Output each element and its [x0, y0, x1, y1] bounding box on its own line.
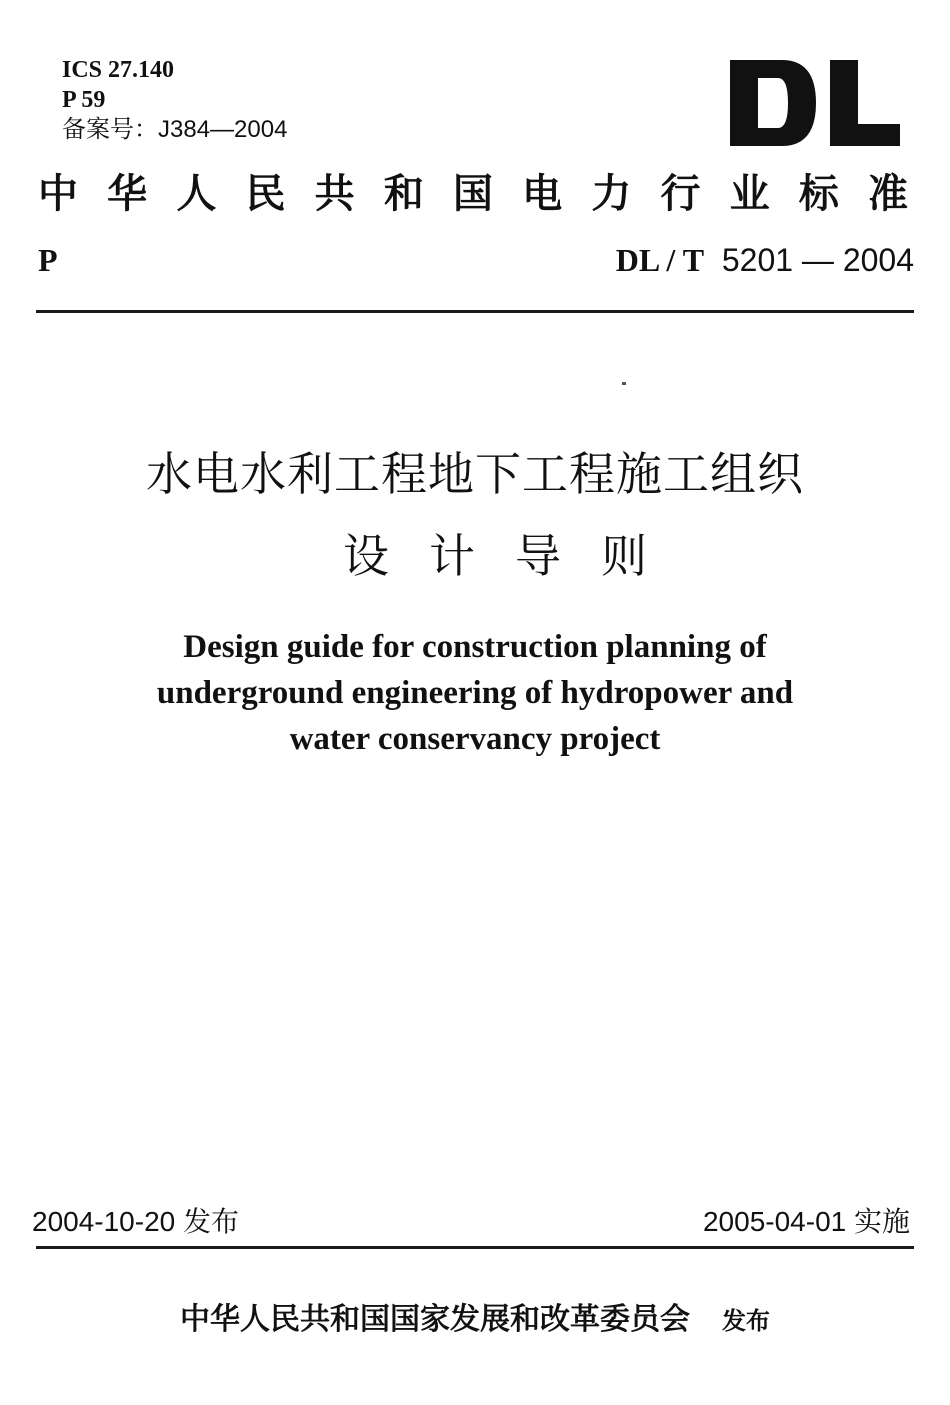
chinese-title-line-1: 水电水利工程地下工程施工组织: [146, 447, 804, 501]
logo-letter-l: [830, 60, 900, 146]
standard-prefix: DL / T: [615, 242, 705, 278]
print-speck: [622, 382, 626, 385]
logo-letter-d: [730, 60, 816, 146]
publisher-organization: 中华人民共和国国家发展和改革委员会: [180, 1302, 690, 1337]
ccs-code: P 59: [62, 87, 106, 113]
publisher-action: 发布: [722, 1306, 770, 1335]
english-title-line-1: Design guide for construction planning of: [183, 629, 767, 665]
chinese-title-line-2: 设计导则: [343, 529, 687, 583]
record-number: 备案号：J384—2004: [62, 116, 288, 143]
english-title-line-2: underground engineering of hydropower and: [156, 675, 794, 711]
english-title: [80, 624, 870, 762]
class-letter: P: [38, 242, 58, 278]
implementation-date: 2005-04-01 实施: [702, 1206, 910, 1237]
issuing-category: 中华人民共和国电力行业标准: [38, 170, 914, 217]
bottom-divider: [36, 1246, 914, 1249]
dl-logo: [730, 60, 900, 146]
english-title-line-3: water conservancy project: [289, 721, 661, 757]
standard-code: 5201 — 2004: [721, 242, 914, 278]
standard-number: [616, 240, 914, 280]
top-divider: [36, 310, 914, 313]
publisher: [0, 1300, 950, 1341]
release-date: 2004-10-20 发布: [32, 1206, 240, 1237]
ics-code: ICS 27.140: [62, 57, 175, 83]
